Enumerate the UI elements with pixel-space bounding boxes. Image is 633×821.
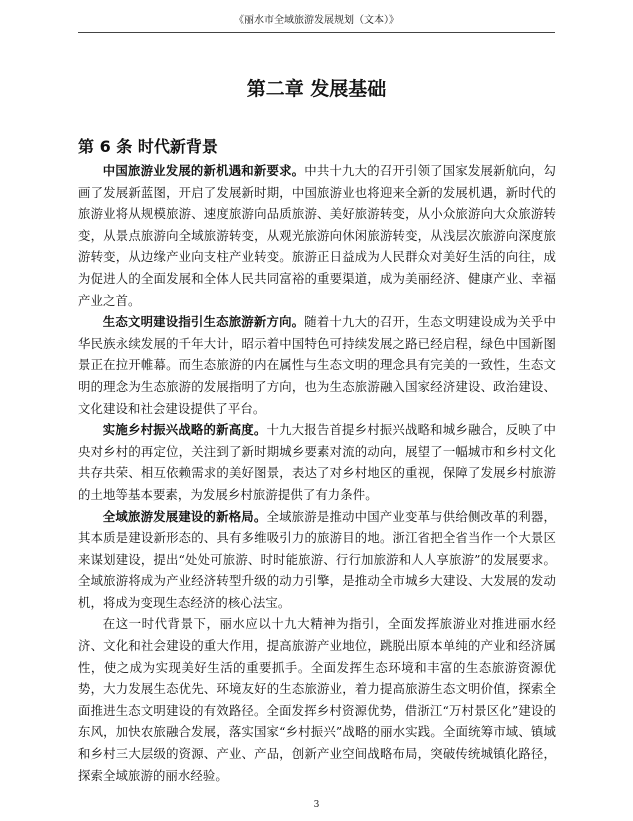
page-number: 3 bbox=[313, 800, 320, 810]
paragraph-lead: 全域旅游发展建设的新格局。 bbox=[102, 508, 267, 524]
paragraph-text: 在这一时代背景下，丽水应以十九大精神为指引，全面发挥旅游业对推进丽水经济、文化和社会建设的重大作用，提高旅游产业地位，跳脱出原本单纯的产业和经济属性，使之成为实现美好生活的重要抓手。全面发挥生态环境和丰富的生态旅游资源优势，大力发展生态优先、环境友好的生态旅游业，着力提高旅游生态文明价值，探索全面推进生态文明建设的有效路径。全面发挥乡村资源优势，借浙江“万村景区化”建设的东风，加快农旅融合发展，落实国家“乡村振兴”战略的丽水实践。全面统筹市域、镇域和乡村三大层级的资源、产业、产品，创新产业空间战略布局，突破传统城镇化路径，探索全域旅游的丽水经验。 bbox=[78, 616, 556, 783]
paragraph bbox=[78, 419, 556, 505]
paragraph-text: 随着十九大的召开，生态文明建设成为关乎中华民族永续发展的千年大计，昭示着中国特色可持续发展之路已经启程，绿色中国新图景正在拉开帷幕。而生态旅游的内在属性与生态文明的理念具有完美的一致性，生态文明的理念为生态旅游的发展指明了方向，也为生态旅游融入国家经济建设、政治建设、文化建设和社会建设提供了平台。 bbox=[78, 314, 556, 416]
paragraph-text: 全域旅游是推动中国产业变革与供给侧改革的利器，其本质是建设新形态的、具有多维吸引力的旅游目的地。浙江省把全省当作一个大景区来谋划建设，提出“处处可旅游、时时能旅游、行行加旅游和人人享旅游”的发展要求。全域旅游将成为产业经济转型升级的动力引擎，是推动全市城乡大建设、大发展的发动机，将成为变现生态经济的核心法宝。 bbox=[78, 508, 556, 610]
paragraph bbox=[78, 311, 556, 419]
chapter-title: 第二章 发展基础 bbox=[246, 78, 387, 100]
paragraph-lead: 生态文明建设指引生态旅游新方向。 bbox=[102, 314, 305, 330]
document-title: 《丽水市全域旅游发展规划（文本）》 bbox=[234, 15, 399, 26]
body-text bbox=[78, 160, 556, 786]
paragraph-text: 十九大报告首提乡村振兴战略和城乡融合，反映了中央对乡村的再定位，关注到了新时期城乡要素对流的动向，展望了一幅城市和乡村文化共存共荣、相互依赖需求的美好图景，表达了对乡村地区的重视，保障了发展乡村旅游的土地等基本要素，为发展乡村旅游提供了有力条件。 bbox=[78, 422, 556, 502]
paragraph bbox=[78, 506, 556, 614]
paragraph bbox=[78, 613, 556, 786]
paragraph bbox=[78, 160, 556, 311]
paragraph-lead: 中国旅游业发展的新机遇和新要求。 bbox=[102, 163, 305, 178]
page-header bbox=[78, 14, 555, 33]
paragraph-text: 中共十九大的召开引领了国家发展新航向，勾画了发展新蓝图，开启了发展新时期，中国旅游业也将迎来全新的发展机遇，新时代的旅游业将从规模旅游、速度旅游向品质旅游、美好旅游转变，从小众旅游向大众旅游转变，从景点旅游向全域旅游转变，从观光旅游向休闲旅游转变，从浅层次旅游向深度旅游转变，从边缘产业向支柱产业转变。旅游正日益成为人民群众对美好生活的向往，成为促进人的全面发展和全体人民共同富裕的重要渠道，成为美丽经济、健康产业、幸福产业之首。 bbox=[78, 163, 556, 308]
paragraph-lead: 实施乡村振兴战略的新高度。 bbox=[102, 422, 267, 438]
article-title: 第 6 条 时代新背景 bbox=[78, 137, 218, 156]
